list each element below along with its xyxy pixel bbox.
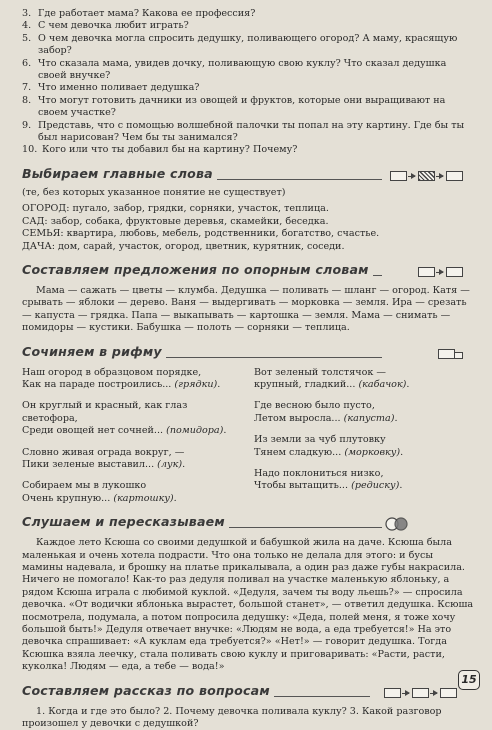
- question-number: 7.: [22, 82, 32, 94]
- keyword-line: САД: забор, собака, фруктовые деревья, скамейки, беседка.: [22, 215, 329, 227]
- box-icon: [440, 688, 457, 698]
- section-header-sentences: [22, 261, 474, 281]
- rhyme-column-left: [22, 367, 242, 506]
- overlapping-circles-icon: [384, 517, 410, 531]
- question-number: 6.: [22, 57, 32, 69]
- sentences-text: Мама — сажать — цветы — клумба. Дедушка — поливать — шланг — огород. Катя — срывать — яблоки — дерево. Ваня — выдергивать — морковка — земля. Ира — срезать — капуста — грядка. Папа — выкапывать — картошка — земля. Мама — снимать — помидоры — кустики. Бабушка — полоть — сорняки — теплица.: [22, 284, 470, 334]
- rhyme-stanza: [22, 367, 242, 392]
- question-number: 5.: [22, 32, 32, 44]
- arrow-icon: [436, 272, 443, 273]
- rhyme-line: [254, 447, 474, 459]
- rhyme-line: Из земли за чуб плутовку: [254, 434, 386, 446]
- rhyme-line: Он круглый и красный, как глаз светофора,: [22, 400, 188, 424]
- arrow-icon: [436, 176, 443, 177]
- rhyme-columns: [22, 367, 474, 506]
- rhyme-line-start: Летом выросла...: [254, 412, 344, 424]
- rhyme-line-start: Очень крупную...: [22, 492, 114, 504]
- rhyme-punct: .: [400, 446, 404, 458]
- rhyme-punct: .: [399, 480, 403, 492]
- section-title-rhyme: Сочиняем в рифму: [22, 343, 166, 361]
- box-icon: [438, 349, 455, 359]
- rhyme-line: Вот зеленый толстячок —: [254, 366, 387, 378]
- rhyme-stanza: [22, 447, 242, 472]
- arrow-icon: [402, 693, 409, 694]
- question-number: 10.: [22, 144, 38, 156]
- page-number: 15: [458, 670, 480, 690]
- question-text: Что именно поливает дедушка?: [38, 82, 200, 94]
- question-text: О чем девочка могла спросить дедушку, поливающего огород? А маму, красящую забор?: [38, 32, 458, 57]
- rhyme-line: [22, 459, 242, 471]
- section-title-keywords: Выбираем главные слова: [22, 165, 217, 183]
- question-text: Что могут готовить дачники из овощей и фруктов, которые они выращивают на своем участке?: [38, 94, 446, 119]
- rhyme-answer: (редиску): [351, 480, 400, 492]
- small-box-icon: [454, 352, 463, 359]
- question-item: [22, 144, 474, 156]
- box-icon: [418, 267, 435, 277]
- arrow-icon: [430, 693, 437, 694]
- rhyme-line-start: Среди овощей нет сочней...: [22, 425, 167, 437]
- question-item: [22, 33, 474, 58]
- rhyme-punct: .: [182, 458, 186, 470]
- rhyme-line-start: Как на параде построились...: [22, 378, 175, 390]
- rhyme-answer: (кабачок): [358, 378, 407, 390]
- keyword-line: СЕМЬЯ: квартира, любовь, мебель, родственники, богатство, счастье.: [22, 228, 380, 240]
- question-number: 3.: [22, 8, 32, 19]
- scheme-icons-keywords: [384, 171, 474, 183]
- rhyme-answer: (грядки): [174, 378, 218, 390]
- question-text: Кого или что ты добавил бы на картину? Почему?: [42, 144, 298, 156]
- rhyme-answer: (капуста): [343, 412, 395, 424]
- rhyme-stanza: [254, 400, 474, 425]
- keyword-line: ДАЧА: дом, сарай, участок, огород, цветник, курятник, соседи.: [22, 240, 345, 252]
- rhyme-column-right: [242, 367, 474, 506]
- rhyme-line: [254, 379, 474, 391]
- rhyme-punct: .: [217, 378, 221, 390]
- box-icon: [446, 171, 463, 181]
- scheme-icons-sentences: [384, 267, 474, 279]
- question-item: [22, 95, 474, 120]
- rhyme-line: Словно живая ограда вокруг, —: [22, 446, 185, 458]
- rhyme-line-start: Тянем сладкую...: [254, 446, 345, 458]
- rhyme-line: [22, 425, 242, 437]
- question-item: [22, 120, 474, 145]
- rhyme-line-start: Пики зеленые выставил...: [22, 458, 158, 470]
- keywords-note: (те, без которых указанное понятие не существует): [22, 186, 286, 198]
- rhyme-line: Наш огород в образцовом порядке,: [22, 366, 202, 378]
- listen-text: Каждое лето Ксюша со своими дедушкой и бабушкой жила на даче. Ксюша была маленькая и очень хотела подрасти. Что она только не делала для этого: и бусы мамины надевала, и брошку на платье прикалывала, а один раз даже губы накрасила. Ничего не помогало! Как-то раз дедуля поливал на участке маленькую яблоньку, а рядом Ксюша играла с любимой куклой. «Дедуля, зачем ты воду льешь?» — спросила девочка. «От водички яблонька вырастет, большой станет», — ответил дедушка. Ксюша посмотрела, подумала, а потом попросила дедушку: «Деда, полей меня, я тоже хочу большой быть!» Дедуля отвечает внучке: «Людям не вода, а еда требуется!» На это девочка спрашивает: «А куклам еда требуется?» «Нет!» — говорит дедушка. Тогда Ксюшка взяла леечку, стала поливать свою куклу и приговаривать: «Расти, расти, куколка! Людям — еда, а тебе — вода!»: [22, 537, 474, 673]
- rhyme-line-start: Чтобы вытащить...: [254, 480, 352, 492]
- rhyme-punct: .: [173, 492, 177, 504]
- question-text: С чем девочка любит играть?: [38, 20, 189, 32]
- rhyme-line: [22, 493, 242, 505]
- hatched-box-icon: [418, 171, 435, 181]
- box-icon: [412, 688, 429, 698]
- question-number: 8.: [22, 94, 32, 106]
- rhyme-stanza: [254, 434, 474, 459]
- rhyme-line: [22, 379, 242, 391]
- box-icon: [390, 171, 407, 181]
- rhyme-answer: (морковку): [344, 446, 401, 458]
- scheme-icons-rhyme: [384, 349, 474, 361]
- section-header-story: [22, 682, 474, 702]
- question-item: [22, 58, 474, 83]
- rhyme-punct: .: [223, 425, 227, 437]
- section-title-listen: Слушаем и пересказываем: [22, 513, 229, 531]
- section-header-rhyme: [22, 343, 474, 363]
- scheme-icons-listen: [384, 519, 474, 531]
- rhyme-stanza: [254, 367, 474, 392]
- question-text: Где работает мама? Какова ее профессия?: [38, 8, 256, 19]
- rhyme-line: Надо поклониться низко,: [254, 467, 384, 479]
- rhyme-line: Где весною было пусто,: [254, 400, 375, 412]
- arrow-icon: [408, 176, 415, 177]
- section-title-sentences: Составляем предложения по опорным словам: [22, 261, 373, 279]
- questions-list-top: [22, 8, 474, 157]
- section-header-listen: [22, 513, 474, 533]
- question-item: [22, 20, 474, 32]
- keyword-line: ОГОРОД: пугало, забор, грядки, сорняки, участок, теплица.: [22, 203, 329, 215]
- section-title-story: Составляем рассказ по вопросам: [22, 682, 274, 700]
- rhyme-stanza: [22, 400, 242, 437]
- keywords-lines: [22, 203, 474, 253]
- box-icon: [446, 267, 463, 277]
- rhyme-line: Собираем мы в лукошко: [22, 480, 147, 492]
- question-text: Что сказала мама, увидев дочку, поливающую свою куклу? Что сказал дедушка своей внучке?: [38, 57, 447, 82]
- rhyme-answer: (лук): [157, 458, 183, 470]
- rhyme-line: [254, 413, 474, 425]
- question-item: [22, 8, 474, 20]
- rhyme-line-start: крупный, гладкий...: [254, 378, 359, 390]
- rhyme-stanza: [22, 480, 242, 505]
- question-text: Представь, что с помощью волшебной палочки ты попал на эту картину. Где бы ты был нарисован? Чем бы ты занимался?: [38, 119, 465, 144]
- story-questions: 1. Когда и где это было? 2. Почему девочка поливала куклу? 3. Какой разговор произошел у девочки с дедушкой?: [22, 705, 442, 730]
- box-icon: [384, 688, 401, 698]
- rhyme-punct: .: [394, 412, 398, 424]
- rhyme-answer: (картошку): [113, 492, 174, 504]
- rhyme-punct: .: [406, 378, 410, 390]
- question-item: [22, 82, 474, 94]
- section-header-keywords: [22, 165, 474, 185]
- scheme-icons-story: [374, 688, 474, 700]
- rhyme-answer: (помидора): [166, 425, 224, 437]
- rhyme-stanza: [254, 468, 474, 493]
- question-number: 9.: [22, 119, 32, 131]
- rhyme-line: [254, 480, 474, 492]
- question-number: 4.: [22, 20, 32, 32]
